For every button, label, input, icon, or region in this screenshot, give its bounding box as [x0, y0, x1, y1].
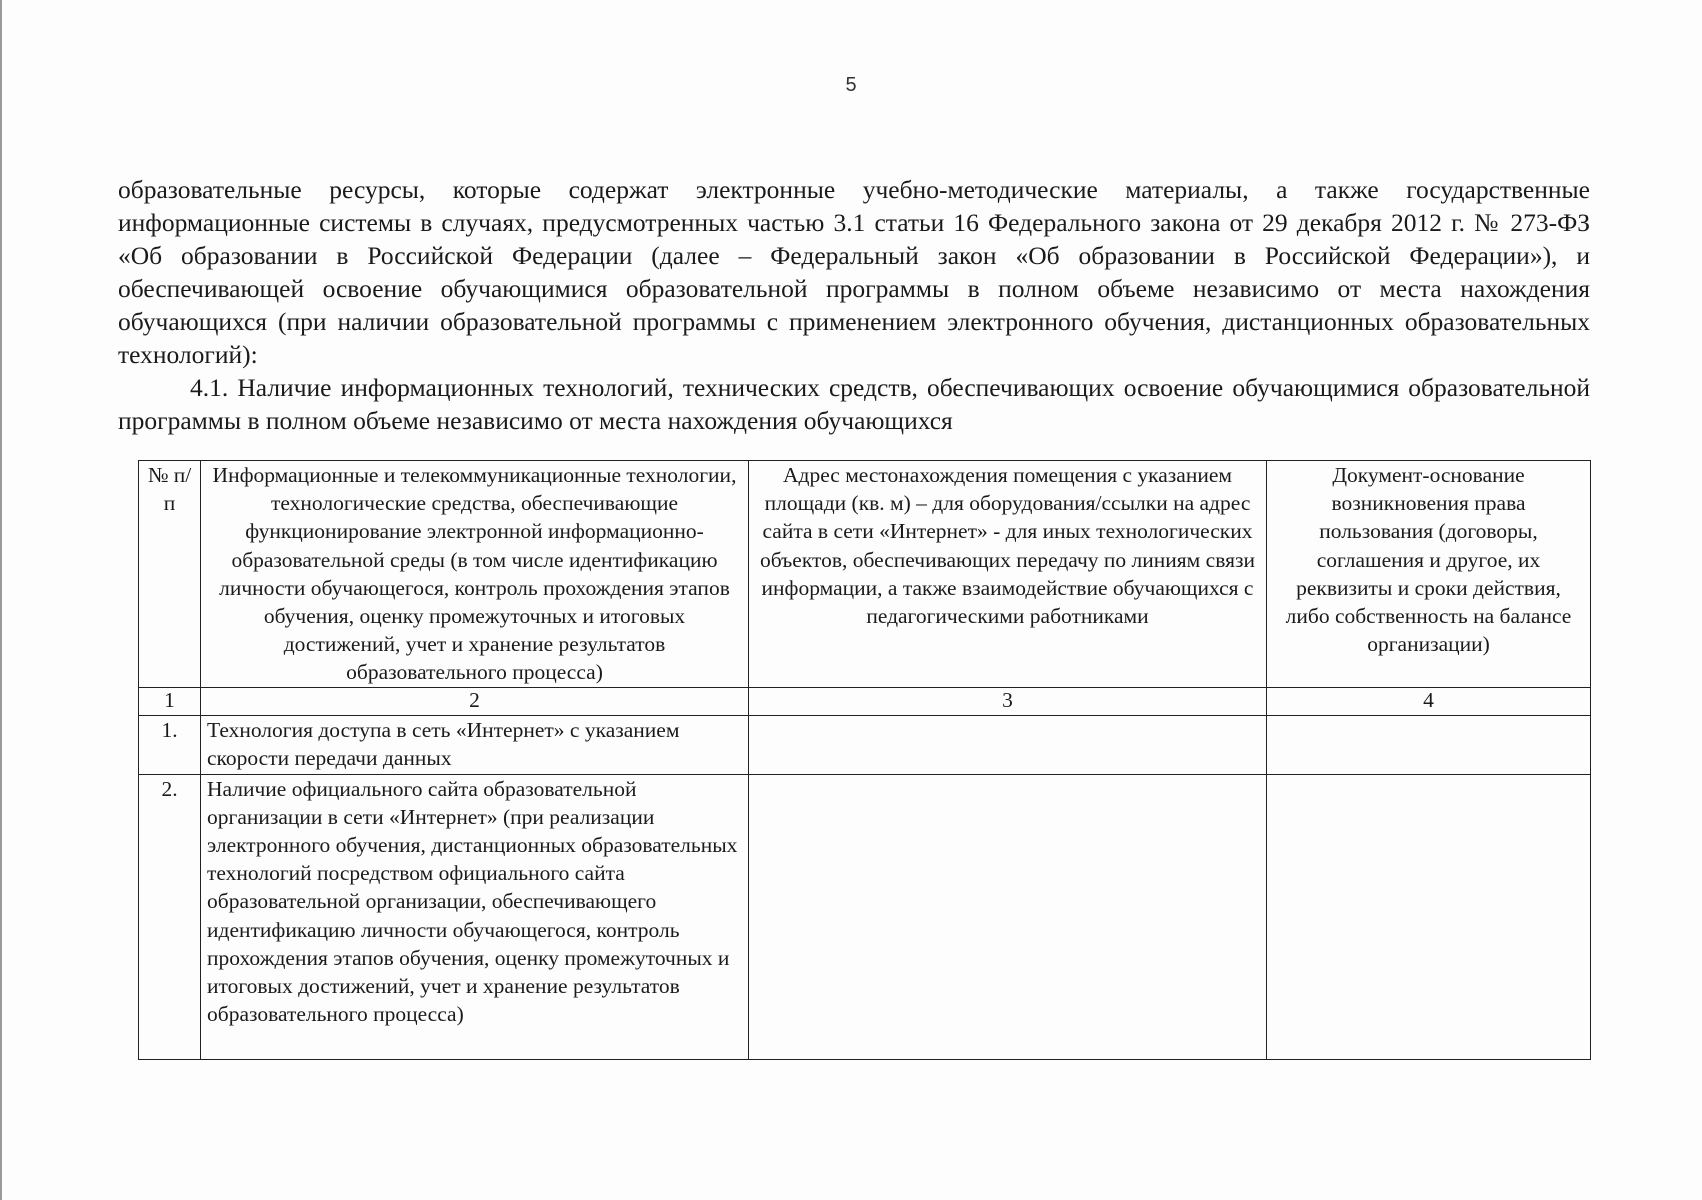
header-address: Адрес местонахождения помещения с указанием площади (кв. м) – для оборудования/ссылки на адрес сайта в сети «Интернет» - для иных технологических объектов, обеспечивающих передачу по линиям связи информации, а также взаимодействие обучающихся с педагогическими работниками: [749, 461, 1267, 688]
technology-table: [138, 460, 1591, 1060]
header-technologies: Информационные и телекоммуникационные технологии, технологические средства, обеспечивающие функционирование электронной информационно-образовательной среды (в том числе идентификацию личности обучающегося, контроль прохождения этапов обучения, оценку промежуточных и итоговых достижений, учет и хранение результатов образовательного процесса): [201, 461, 749, 688]
row-description: Наличие официального сайта образовательной организации в сети «Интернет» (при реализации электронного обучения, дистанционных образовательных технологий посредством официального сайта образовательной организации, обеспечивающего идентификацию личности обучающегося, контроль прохождения этапов обучения, оценку промежуточных и итоговых достижений, учет и хранение результатов образовательного процесса): [201, 774, 749, 1059]
table-row: [139, 774, 1591, 1059]
scan-edge-line: [0, 0, 2, 1200]
row-document-cell: [1267, 774, 1591, 1059]
table-header-row: [139, 461, 1591, 688]
row-address-cell: [749, 715, 1267, 774]
column-number: 1: [139, 687, 201, 715]
row-document-cell: [1267, 715, 1591, 774]
column-number: 2: [201, 687, 749, 715]
body-paragraph: образовательные ресурсы, которые содержат электронные учебно-методические материалы, а также государственные информационные системы в случаях, предусмотренных частью 3.1 статьи 16 Федерального закона от 29 декабря 2012 г. № 273-ФЗ «Об образовании в Российской Федерации (далее – Федеральный закон «Об образовании в Российской Федерации»), и обеспечивающей освоение обучающимися образовательной программы в полном объеме независимо от места нахождения обучающихся (при наличии образовательной программы с применением электронного обучения, дистанционных образовательных технологий):: [118, 175, 1590, 369]
column-number: 4: [1267, 687, 1591, 715]
row-address-cell: [749, 774, 1267, 1059]
header-number: № п/п: [139, 461, 201, 688]
section-heading: 4.1. Наличие информационных технологий, технических средств, обеспечивающих освоение обучающимися образовательной программы в полном объеме независимо от места нахождения обучающихся: [118, 373, 1590, 435]
table-row: [139, 715, 1591, 774]
column-number-row: [139, 687, 1591, 715]
row-index: 2.: [139, 774, 201, 1059]
column-number: 3: [749, 687, 1267, 715]
header-document: Документ-основание возникновения права пользования (договоры, соглашения и другое, их реквизиты и сроки действия, либо собственность на балансе организации): [1267, 461, 1591, 688]
row-index: 1.: [139, 715, 201, 774]
page-number: 5: [845, 74, 857, 96]
row-description: Технология доступа в сеть «Интернет» с указанием скорости передачи данных: [201, 715, 749, 774]
